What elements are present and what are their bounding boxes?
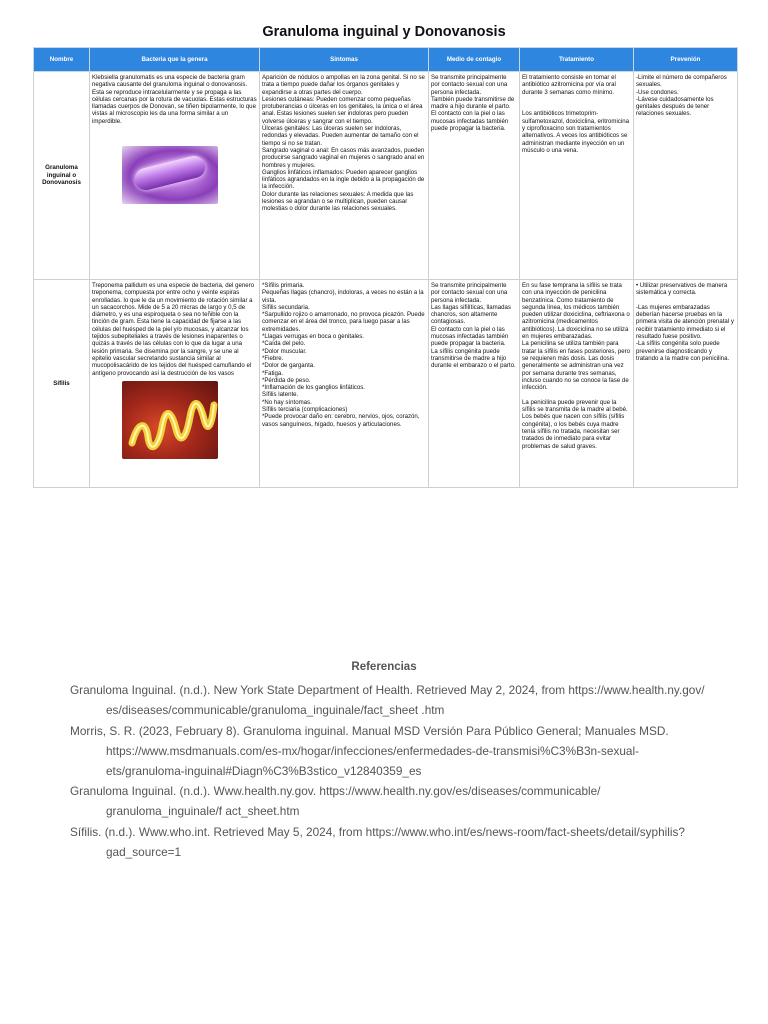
document-title: Granuloma inguinal y Donovanosis [262, 24, 506, 40]
bacteria-text: Klebsiella granulomatis es una especie de bacteria gram negativa causante del granuloma inguinal o donovanosis. Esta se reproduce intracelularmente y se propaga a las células cercanas por la rotura de vacuolas. Estas estructuras llamadas cuerpos de Donovan, se tiñen bipolarmente, lo que vistas al microscopio les da una forma similar a un imperdible. [92, 74, 257, 125]
disease-name: Granuloma inguinal o Donovanosis [34, 72, 90, 280]
symptoms-cell [260, 280, 429, 488]
contagion-cell [429, 72, 520, 280]
table-row [34, 280, 738, 488]
table-header-row [34, 48, 738, 72]
symptoms-text: *Sífilis primaria. Pequeñas llagas (chancro), indoloras, a veces no están a la vista. Sífilis secundaria. *Sarpullido rojizo o amarronado, no provoca picazón. Puede comenzar en el área del tronco, para luego pasar a las extremidades. *Llagas verrugas en boca o genitales. *Caída del pelo. *Dolor muscular. *Fiebre. *Dolor de garganta. *Fatiga. *Pérdida de peso. *Inflamación de los ganglios linfáticos. Sífilis latente. *No hay síntomas. Sífilis terciaria (complicaciones) *Puede provocar daño en: cerebro, nervios, ojos, corazón, vasos sanguíneos, hígado, huesos y articulaciones. [262, 282, 425, 428]
header-prevencion: Prevenión [634, 48, 738, 72]
klebsiella-bacteria-image [122, 146, 218, 204]
header-bacteria: Bacteria que la genera [90, 48, 260, 72]
reference-item [70, 721, 710, 781]
header-nombre: Nombre [34, 48, 90, 72]
prevention-text: • Utilizar preservativos de manera sistemática y correcta. -Las mujeres embarazadas deberían hacerse pruebas en la primera visita de atención prenatal y recibir tratamiento inmediato si el resultado fuese positivo. -La sífilis congénita solo puede prevenirse diagnosticando y tratando a la madre con penicilina. [636, 282, 734, 362]
header-contagio: Medio de contagio [429, 48, 520, 72]
reference-item [70, 680, 710, 720]
prevention-cell [634, 280, 738, 488]
treatment-text: En su fase temprana la sífilis se trata con una inyección de penicilina benzatínica. Como tratamiento de segunda línea, los médicos también pueden utilizar doxiciclina, ceftriaxona o azitromicina (medicamentos antibióticos). La doxiciclina no se utiliza en mujeres embarazadas. La penicilina se utiliza también para tratar la sífilis en fases posteriores, pero se requieren más dosis. Las dosis generalmente se administran una vez por semana durante tres semanas, incluso cuando no se conoce la fase de infección. La penicilina puede prevenir que la sífilis se transmita de la madre al bebé. Los bebés que nacen con sífilis (sífilis congénita), o los bebés cuya madre tenía sífilis no tratada, necesitan ser tratados de inmediato para evitar problemas de salud graves. [522, 282, 631, 450]
references-title: Referencias [351, 661, 417, 673]
std-comparison-table [33, 47, 738, 488]
contagion-cell [429, 280, 520, 488]
header-sintomas: Síntomas [260, 48, 429, 72]
reference-continuation: granuloma_inguinale/f act_sheet.htm [106, 804, 300, 818]
reference-text: Granuloma Inguinal. (n.d.). Www.health.ny.gov. https://www.health.ny.gov/es/diseases/communicable/ [70, 784, 601, 798]
treatment-cell [520, 280, 634, 488]
bacteria-cell [90, 72, 260, 280]
reference-text: Granuloma Inguinal. (n.d.). New York State Department of Health. Retrieved May 2, 2024, from https://www.health.ny.gov/ [70, 683, 705, 697]
reference-continuation: https://www.msdmanuals.com/es-mx/hogar/infecciones/enfermedades-de-transmisi%C3%B3n-sexual-ets/granuloma-inguinal#Diagn%C3%B3stico_v12840359_es [106, 744, 640, 778]
treatment-cell [520, 72, 634, 280]
reference-item [70, 781, 710, 821]
contagion-text: Se transmite principalmente por contacto sexual con una persona infectada. También puede transmitirse de madre a hijo durante el parto. El contacto con la piel o las mucosas infectadas también puede propagar la bacteria. [431, 74, 515, 133]
header-tratamiento: Tratamiento [520, 48, 634, 72]
symptoms-cell [260, 72, 429, 280]
table-row [34, 72, 738, 280]
symptoms-text: Aparición de nódulos o ampollas en la zona genital. Si no se trata a tiempo puede dañar los órganos genitales y expandirse a otras partes del cuerpo. Lesiones cutáneas: Pueden comenzar como pequeñas protuberancias o úlceras en los genitales, la única o el área anal. Estas lesiones suelen ser indoloras pero pueden volverse úlceras y sangrar con el tiempo. Úlceras genitales: Las úlceras suelen ser indoloras, redondas y elevadas. Pueden aumentar de tamaño con el tiempo si no se tratan. Sangrado vaginal o anal: En casos más avanzados, pueden producirse sangrado vaginal en mujeres o sangrado anal en hombres y mujeres. Ganglios linfáticos inflamados: Pueden aparecer ganglios linfáticos agrandados en la ingle debido a la propagación de la infección. Dolor durante las relaciones sexuales: A medida que las lesiones se agrandan o se multiplican, pueden causar molestias o dolor durante las relaciones sexuales. [262, 74, 425, 213]
reference-continuation: gad_source=1 [106, 845, 182, 859]
prevention-cell [634, 72, 738, 280]
reference-text: Morris, S. R. (2023, February 8). Granuloma inguinal. Manual MSD Versión Para Público General; Manuales MSD. [70, 724, 669, 738]
treatment-text: El tratamiento consiste en tomar el antibiótico azitromicina por vía oral durante 3 semanas como mínimo. Los antibióticos trimetoprim-sulfametoxazol, doxiciclina, eritromicina y ciprofloxacino son tratamientos alternativos. A veces los antibióticos se administran mediante inyección en un músculo o una vena. [522, 74, 630, 154]
prevention-text: -Limite el número de compañeros sexuales. -Use condones. -Lávese cuidadosamente los genitales después de tener relaciones sexuales. [636, 74, 727, 118]
reference-text: Sífilis. (n.d.). Www.who.int. Retrieved May 5, 2024, from https://www.who.int/es/news-room/fact-sheets/detail/syphilis? [70, 825, 685, 839]
disease-name: Sífilis [34, 280, 90, 488]
reference-item [70, 822, 710, 862]
bacteria-cell [90, 280, 260, 488]
treponema-spirochete-image [122, 381, 218, 459]
reference-continuation: es/diseases/communicable/granuloma_inguinale/fact_sheet .htm [106, 703, 445, 717]
contagion-text: Se transmite principalmente por contacto sexual con una persona infectada. Las llagas sifilíticas, llamadas chancros, son altamente contagiosas. El contacto con la piel o las mucosas infectadas también puede propagar la bacteria. La sífilis congénita puede transmitirse de madre a hijo durante el embarazo o el parto. [431, 282, 516, 370]
bacteria-text: Treponema pallidum es una especie de bacteria, del genero treponema, compuesta por entre ocho y veinte espiras enrolladas. lo que le da un movimiento de rotación similar a un sacacorchos. Mide de 5 a 20 micras de largo y 0,5 de diámetro, y es una espiroqueta o sea no teñible con la tinción de gram. Esta tiene la capacidad de fijarse a las células del huésped de la piel y/o mucosas, y alcanzar los tejidos subepiteliales a través de lesiones inaparentes o quizás a través de las células con lo que da lugar a una lesión primaria. Se disemina por la sangre, y se une al epitelio vascular secretando sustancia similar al mucopolisacárido de los tejidos del huésped camuflando el antígeno provocando así la destrucción de los vasos [92, 282, 255, 377]
